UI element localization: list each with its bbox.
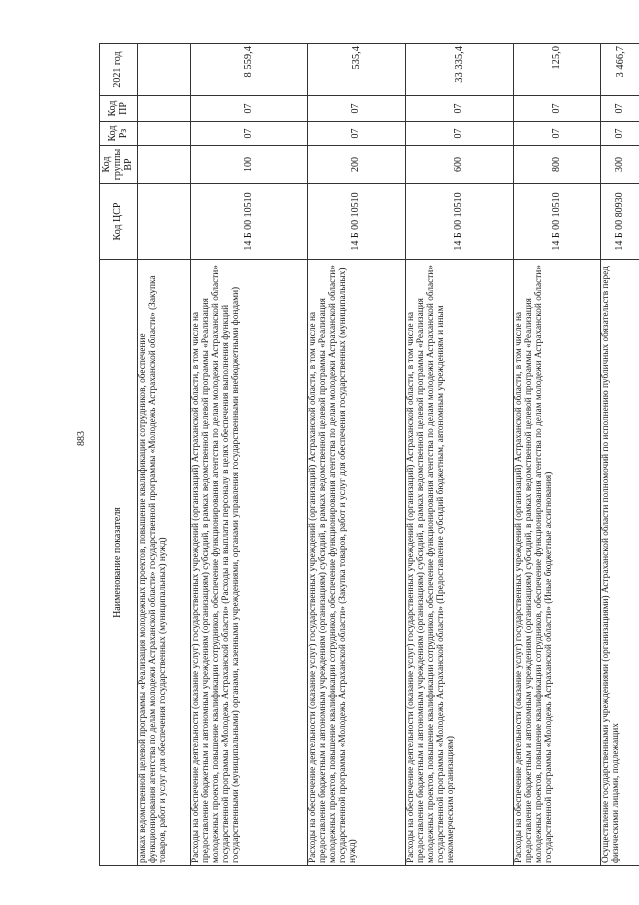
row-amount: 33 335,4 (406, 44, 514, 96)
row-group: 200 (308, 146, 406, 184)
row-amount: 3 466,7 (601, 44, 639, 96)
row-pr: 07 (308, 96, 406, 122)
row-pr (138, 96, 191, 122)
row-amount: 535,4 (308, 44, 406, 96)
budget-table-sheet (99, 44, 626, 866)
row-rz (138, 122, 191, 146)
header-name: Наименование показателя (100, 260, 138, 866)
row-pr: 07 (514, 96, 601, 122)
row-group: 300 (601, 146, 639, 184)
table-row (601, 44, 639, 866)
table-row (514, 44, 601, 866)
row-name: рамках ведомственной целевой программы «Реализация молодежных проектов, повышение квалификации сотрудников, обеспечение функционирования агентства по делам молодежи Астраханской области» государственной программы «Молодежь Астраханской области» (Закупка товаров, работ и услуг для обеспечения государственных (муниципальных) нужд) (138, 260, 191, 866)
table-header-row (100, 44, 138, 866)
row-csr: 14 Б 00 80930 (601, 184, 639, 260)
row-pr: 07 (601, 96, 639, 122)
row-name: Расходы на обеспечение деятельности (оказание услуг) государственных учреждений (организаций) Астраханской области, в том числе на предоставление бюджетным и автономным учреждениям (организациям) субсидий, в рамках ведомственной целевой программы «Реализация молодежных проектов, повышение квалификации сотрудников, обеспечение функционирования агентства по делам молодежи Астраханской области» государственной программы «Молодежь Астраханской области» (Предоставление субсидий бюджетным, автономным учреждениям и иным некоммерческим организациям) (406, 260, 514, 866)
row-group (138, 146, 191, 184)
row-pr: 07 (191, 96, 308, 122)
table-row (308, 44, 406, 866)
row-group: 600 (406, 146, 514, 184)
row-rz: 07 (601, 122, 639, 146)
budget-table (99, 43, 639, 866)
row-name: Расходы на обеспечение деятельности (оказание услуг) государственных учреждений (организаций) Астраханской области, в том числе на предоставление бюджетным и автономным учреждениям (организациям) субсидий, в рамках ведомственной целевой программы «Реализация молодежных проектов, повышение квалификации сотрудников, обеспечение функционирования агентства по делам молодежи Астраханской области» государственной программы «Молодежь Астраханской области» (Расходы на выплаты персоналу в целях обеспечения выполнения функций государственными (муниципальными) органами, казенными учреждениями, органами управления государственными внебюджетными фондами) (191, 260, 308, 866)
row-rz: 07 (514, 122, 601, 146)
table-row (191, 44, 308, 866)
row-csr: 14 Б 00 10510 (308, 184, 406, 260)
table-row (138, 44, 191, 866)
row-amount: 8 559,4 (191, 44, 308, 96)
row-name: Расходы на обеспечение деятельности (оказание услуг) государственных учреждений (организаций) Астраханской области, в том числе на предоставление бюджетным и автономным учреждениям (организациям) субсидий, в рамках ведомственной целевой программы «Реализация молодежных проектов, повышение квалификации сотрудников, обеспечение функционирования агентства по делам молодежи Астраханской области» государственной программы «Молодежь Астраханской области» (Закупка товаров, работ и услуг для обеспечения государственных (муниципальных) нужд) (308, 260, 406, 866)
row-group: 800 (514, 146, 601, 184)
row-csr: 14 Б 00 10510 (514, 184, 601, 260)
row-rz: 07 (308, 122, 406, 146)
header-rz: Код Рз (100, 122, 138, 146)
header-csr: Код ЦСР (100, 184, 138, 260)
row-name: Расходы на обеспечение деятельности (оказание услуг) государственных учреждений (организаций) Астраханской области, в том числе на предоставление бюджетным и автономным учреждениям (организациям) субсидий, в рамках ведомственной целевой программы «Реализация молодежных проектов, повышение квалификации сотрудников, обеспечение функционирования агентства по делам молодежи Астраханской области» государственной программы «Молодежь Астраханской области» (Иные бюджетные ассигнования) (514, 260, 601, 866)
row-csr (138, 184, 191, 260)
page-number: 883 (76, 431, 87, 446)
row-rz: 07 (191, 122, 308, 146)
row-group: 100 (191, 146, 308, 184)
row-csr: 14 Б 00 10510 (191, 184, 308, 260)
row-csr: 14 Б 00 10510 (406, 184, 514, 260)
row-pr: 07 (406, 96, 514, 122)
row-rz: 07 (406, 122, 514, 146)
header-pr: Код ПР (100, 96, 138, 122)
row-amount (138, 44, 191, 96)
row-name: Осуществление государственными учреждениями (организациями) Астраханской области полномочий по исполнению публичных обязательств перед физическими лицами, подлежащих (601, 260, 639, 866)
header-year: 2021 год (100, 44, 138, 96)
header-group: Код группы ВР (100, 146, 138, 184)
row-amount: 125,0 (514, 44, 601, 96)
table-row (406, 44, 514, 866)
